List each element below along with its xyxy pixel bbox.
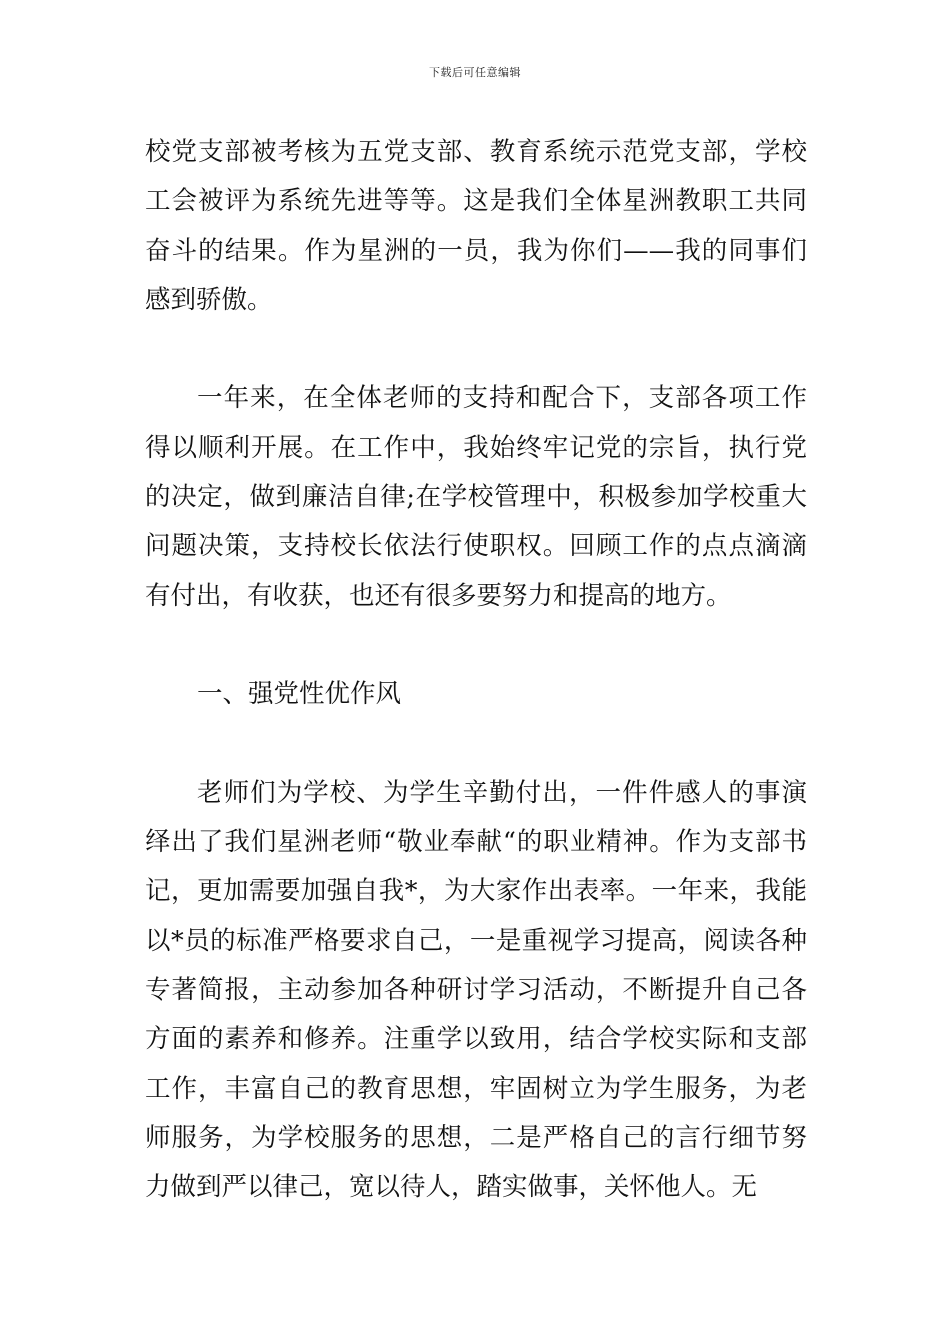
paragraph-1: 校党支部被考核为五党支部、教育系统示范党支部，学校工会被评为系统先进等等。这是我们全体星洲教职工共同奋斗的结果。作为星洲的一员，我为你们——我的同事们感到骄傲。 — [145, 137, 807, 315]
paragraph-spacer — [145, 325, 807, 374]
paragraph-spacer — [145, 621, 807, 670]
page-header: 下载后可任意编辑 — [429, 66, 521, 79]
paragraph-2: 一年来，在全体老师的支持和配合下，支部各项工作得以顺利开展。在工作中，我始终牢记党的宗旨，执行党的决定，做到廉洁自律;在学校管理中，积极参加学校重大问题决策，支持校长依法行使职权。回顾工作的点点滴滴有付出，有收获，也还有很多要努力和提高的地方。 — [145, 383, 807, 611]
paragraph-3: 老师们为学校、为学生辛勤付出，一件件感人的事演绎出了我们星洲老师“敬业奉献“的职业精神。作为支部书记，更加需要加强自我*，为大家作出表率。一年来，我能以*员的标准严格要求自己，一是重视学习提高，阅读各种专著简报，主动参加各种研讨学习活动，不断提升自己各方面的素养和修养。注重学以致用，结合学校实际和支部工作，丰富自己的教育思想，牢固树立为学生服务，为老师服务，为学校服务的思想，二是严格自己的言行细节努力做到严以律己，宽以待人，踏实做事，关怀他人。无 — [145, 777, 807, 1203]
paragraph-spacer — [145, 720, 807, 769]
document-body — [145, 128, 807, 1213]
section-heading: 一、强党性优作风 — [197, 679, 402, 710]
